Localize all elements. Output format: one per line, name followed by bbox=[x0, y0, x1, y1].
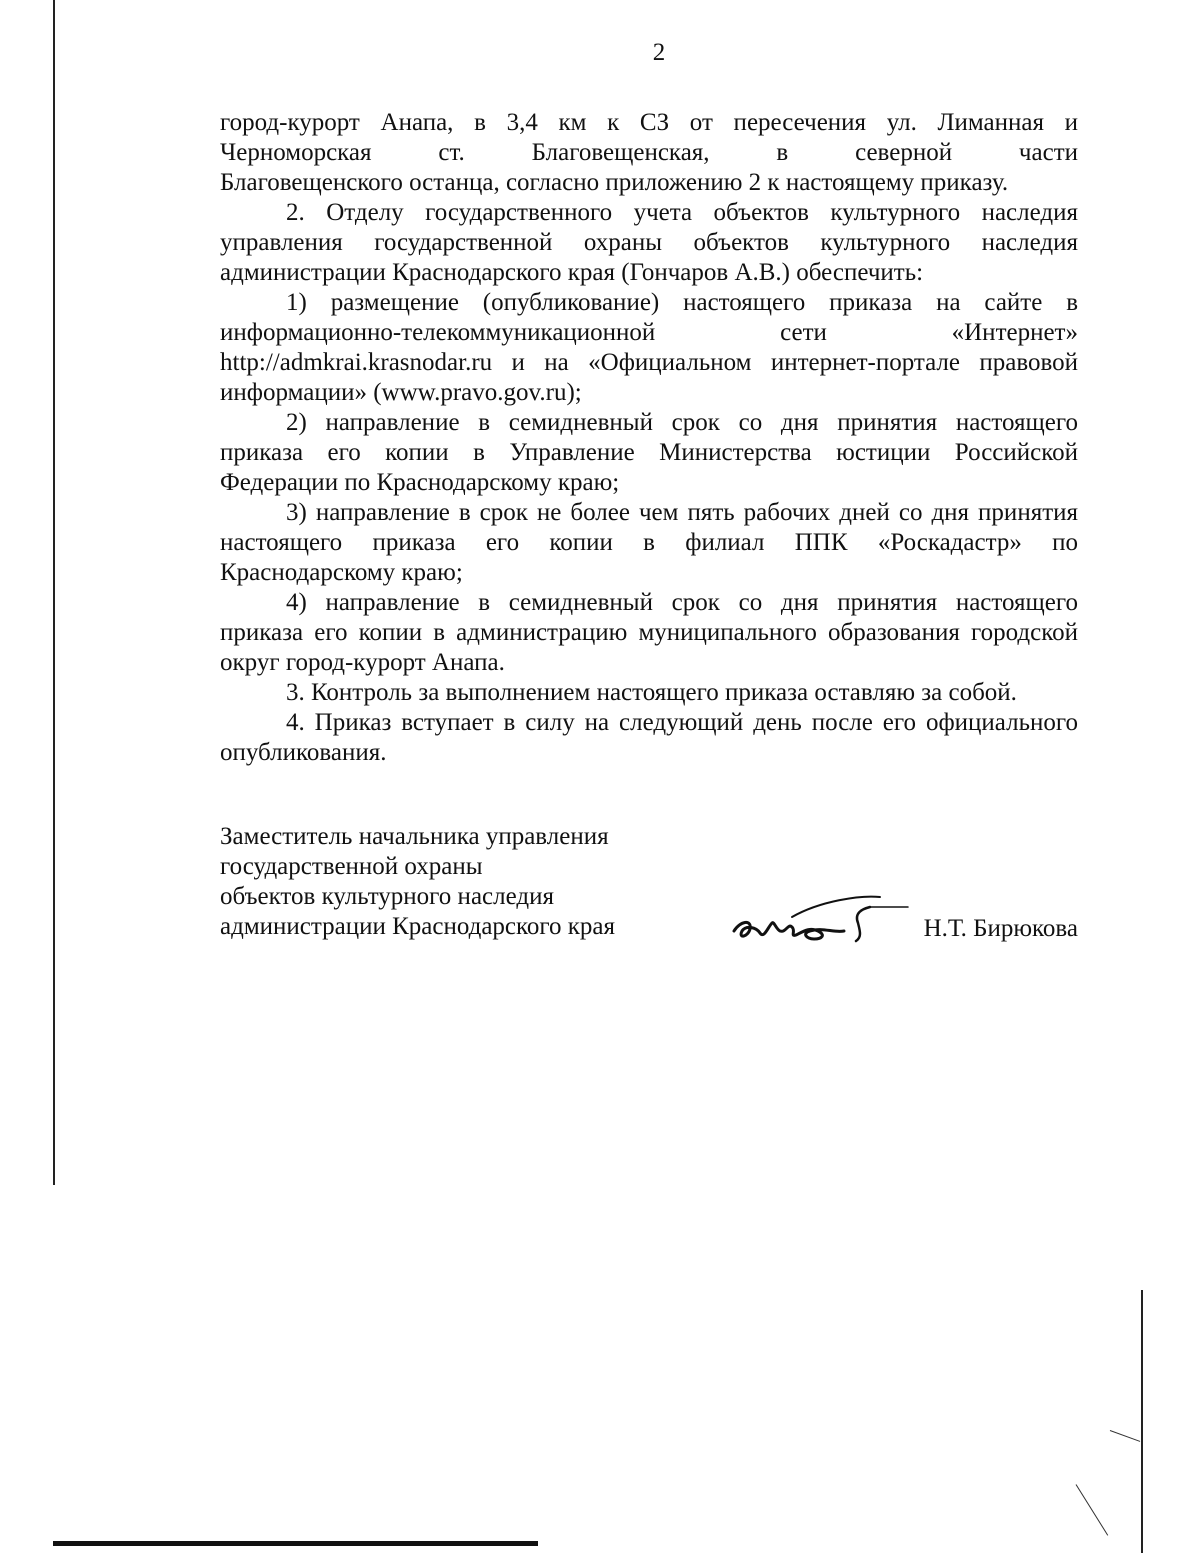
text-line: Федерации по Краснодарскому краю; bbox=[220, 469, 620, 496]
paragraph-item-2 bbox=[220, 198, 1078, 288]
text-line: 4. Приказ вступает в силу на следующий день после его официального bbox=[286, 709, 1078, 736]
signature-block bbox=[220, 822, 1078, 942]
paragraph-location-continuation bbox=[220, 108, 1078, 198]
paragraph-item-4 bbox=[220, 708, 1078, 768]
text-line: 3. Контроль за выполнением настоящего приказа оставляю за собой. bbox=[286, 679, 1017, 706]
scan-artifact-mark bbox=[1110, 1430, 1140, 1442]
handwritten-signature bbox=[730, 887, 910, 947]
signer-position-line: государственной охраны bbox=[220, 853, 483, 880]
text-line: 4) направление в семидневный срок со дня принятия настоящего bbox=[286, 589, 1078, 616]
text-line: администрации Краснодарского края (Гончаров А.В.) обеспечить: bbox=[220, 259, 924, 286]
text-line: настоящего приказа его копии в филиал ППК «Роскадастр» по bbox=[220, 529, 1078, 556]
text-line: 2. Отделу государственного учета объектов культурного наследия bbox=[286, 199, 1078, 226]
signer-name: Н.Т. Бирюкова bbox=[923, 915, 1078, 942]
paragraph-subitem-3 bbox=[220, 498, 1078, 588]
scan-edge-line-right bbox=[1141, 1290, 1143, 1553]
signer-position-line: объектов культурного наследия bbox=[220, 883, 554, 910]
paragraph-subitem-4 bbox=[220, 588, 1078, 678]
text-line: 2) направление в семидневный срок со дня принятия настоящего bbox=[286, 409, 1078, 436]
text-line: Черноморская ст. Благовещенская, в северной части bbox=[220, 139, 1078, 166]
text-line: приказа его копии в Управление Министерства юстиции Российской bbox=[220, 439, 1078, 466]
text-line: 3) направление в срок не более чем пять рабочих дней со дня принятия bbox=[286, 499, 1078, 526]
paragraph-item-3 bbox=[220, 678, 1078, 708]
signer-position-line: администрации Краснодарского края bbox=[220, 913, 616, 940]
page-number: 2 bbox=[652, 39, 666, 66]
text-line: информационно-телекоммуникационной сети «Интернет» bbox=[220, 319, 1078, 346]
text-line: 1) размещение (опубликование) настоящего приказа на сайте в bbox=[286, 289, 1078, 316]
text-line: опубликования. bbox=[220, 739, 387, 766]
scan-edge-line-bottom bbox=[53, 1541, 538, 1546]
text-line: Благовещенского останца, согласно приложению 2 к настоящему приказу. bbox=[220, 169, 1009, 196]
scan-edge-line-left bbox=[53, 0, 55, 1185]
text-line: управления государственной охраны объектов культурного наследия bbox=[220, 229, 1078, 256]
paragraph-subitem-2 bbox=[220, 408, 1078, 498]
text-line: приказа его копии в администрацию муниципального образования городской bbox=[220, 619, 1078, 646]
signer-position-line: Заместитель начальника управления bbox=[220, 823, 609, 850]
text-line: Краснодарскому краю; bbox=[220, 559, 463, 586]
document-body bbox=[220, 108, 1078, 768]
scan-artifact-mark bbox=[1076, 1484, 1109, 1535]
text-line: округ город-курорт Анапа. bbox=[220, 649, 505, 676]
text-line: информации» (www.pravo.gov.ru); bbox=[220, 379, 582, 406]
paragraph-subitem-1 bbox=[220, 288, 1078, 408]
text-line: город-курорт Анапа, в 3,4 км к СЗ от пересечения ул. Лиманная и bbox=[220, 109, 1078, 136]
text-line: http://admkrai.krasnodar.ru и на «Официальном интернет-портале правовой bbox=[220, 349, 1078, 376]
